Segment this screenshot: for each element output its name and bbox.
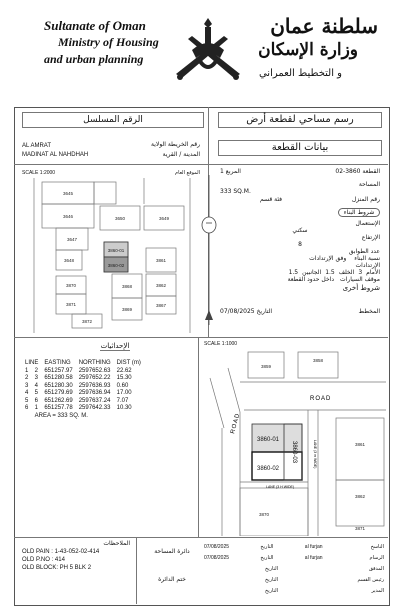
header-en-line2: Ministry of Housing	[58, 35, 159, 49]
lane-label: LANE (3 m WIDE)	[313, 440, 317, 469]
detail-plot-label: 3859	[260, 364, 272, 369]
header-ar-line2: وزارة الإسكان	[258, 40, 358, 60]
detail-plot-label: 3871	[354, 526, 366, 531]
coord-cell: 2597637.24	[78, 397, 111, 404]
lane-label: LANE (3 H WIDE)	[266, 485, 295, 489]
signoff-date	[204, 566, 240, 577]
coverage-label: نسبة البناء	[354, 255, 380, 262]
front-label: الأمام	[366, 269, 380, 276]
signoff-date-label: التاريخ	[265, 577, 278, 583]
coords-header-row	[22, 360, 144, 368]
header-en-line1: Sultanate of Oman	[44, 18, 146, 33]
header-ar-line3: و التخطيط العمراني	[258, 68, 342, 79]
front-value: 3	[358, 269, 363, 276]
signoff-name	[303, 577, 329, 588]
coord-cell: 651279.69	[44, 390, 73, 396]
location-plot-label: 3872	[81, 319, 93, 324]
location-plot-label: 3860-01	[107, 248, 125, 253]
coord-cell: 2597652.63	[78, 367, 111, 374]
notes-title: الملاحظات	[103, 540, 130, 547]
location-plot-label: 3869	[121, 307, 133, 312]
other-conditions-label: شروط أخرى	[342, 284, 380, 292]
setbacks-label: الإرتدادات	[355, 262, 380, 269]
notes-line2: OLD P.NO : 414	[22, 557, 65, 563]
survey-circle-label: دائرة المساحة	[154, 548, 190, 555]
back-label: الخلف	[338, 269, 355, 276]
location-plot-label: 3860-02	[107, 263, 125, 268]
height-label: الإرتفاع	[361, 234, 380, 241]
notes-line1: OLD PAIN : 1-43-052-02-414	[22, 549, 100, 555]
coord-cell: 6	[34, 397, 39, 404]
height-value: 8	[298, 241, 302, 248]
house-no-label: رقم المنزل	[351, 196, 380, 203]
coord-cell: 2	[34, 367, 39, 374]
signoff-row	[204, 577, 384, 588]
location-plot-label: 3871	[65, 302, 77, 307]
coord-cell: 5	[25, 397, 29, 404]
coord-cell: 7.07	[116, 397, 129, 404]
plot-no-label: القطعة	[362, 168, 380, 175]
coord-cell: 5	[34, 390, 39, 396]
road-label: ROAD	[310, 396, 332, 402]
coord-cell: 651262.69	[44, 397, 73, 404]
date-label: التاريخ	[256, 308, 273, 315]
coord-cell: 3	[25, 382, 29, 389]
location-plot-label: 3868	[121, 284, 133, 289]
village-label: المدينة / القرية	[162, 151, 200, 158]
area-value: 333 SQ.M.	[220, 188, 251, 195]
signoff-list	[204, 544, 384, 599]
divider	[14, 164, 388, 165]
signoff-name	[303, 588, 329, 599]
detail-plot-c-label: 3860-03	[291, 440, 297, 464]
signoff-role: رئيس القسم	[357, 577, 384, 583]
back-value: 1.5	[325, 269, 335, 276]
floors-label: عدد الطوابق	[348, 248, 380, 255]
plot-info-panel	[220, 168, 380, 338]
signoff-date	[204, 588, 240, 599]
coord-cell: 4	[34, 382, 39, 389]
coords-header: LINE	[25, 360, 39, 366]
coord-cell: 651257.97	[44, 367, 73, 374]
signoff-name: al furjan	[304, 555, 323, 561]
divider	[136, 537, 137, 604]
village-value: MADINAT AL NAHDHAH	[22, 152, 89, 158]
header-ar-line1: سلطنة عمان	[270, 14, 378, 38]
table-row	[22, 390, 144, 398]
divider	[14, 337, 388, 338]
coord-cell: 2597636.94	[78, 390, 111, 396]
coord-cell: 3	[34, 375, 39, 381]
location-plot-label: 3867	[155, 303, 167, 308]
location-plot-label: 3861	[155, 258, 167, 263]
coord-cell: 2597642.33	[78, 405, 111, 411]
signoff-date	[204, 577, 240, 588]
use-value: سكني	[292, 227, 308, 234]
header-en-line3: and urban planning	[44, 52, 144, 66]
detail-plot-a-label: 3860-01	[256, 437, 280, 443]
coord-cell: 17.00	[116, 390, 132, 396]
coverage-value: وفق الإرتدادات	[309, 255, 347, 262]
coord-cell: 651280.30	[44, 382, 73, 389]
coord-cell: 0.60	[116, 382, 129, 389]
coord-cell: 4	[25, 390, 29, 396]
block-label: المربع	[225, 168, 241, 175]
signoff-row	[204, 588, 384, 599]
signoff-date-label: التاريخ	[260, 544, 274, 550]
planner-label: المخطط	[358, 308, 380, 315]
plot-data-title: بيانات القطعة	[218, 140, 382, 156]
signoff-role: المدير	[371, 588, 384, 594]
location-plot-label: 3862	[155, 283, 167, 288]
signoff-row	[204, 544, 384, 555]
signoff-row	[204, 566, 384, 577]
coords-area: AREA = 333 SQ. M.	[34, 412, 88, 419]
notes-line3: OLD BLOCK: PH 5 BLK 2	[22, 565, 92, 571]
coord-cell: 2	[25, 375, 29, 381]
coord-cell: 2597652.22	[78, 375, 111, 381]
road-label: ROAD	[230, 412, 242, 435]
detail-map	[200, 348, 386, 536]
side-value: 1.5	[288, 269, 299, 276]
wilayat-value: AL AMRAT	[22, 143, 52, 149]
coord-cell: 6	[25, 405, 29, 411]
location-plot-label: 3647	[66, 237, 78, 242]
coord-cell: 1	[34, 405, 39, 411]
table-row	[22, 383, 144, 391]
location-plot-label: 3870	[65, 283, 77, 288]
coords-table	[22, 360, 144, 420]
date-value: 07/08/2025	[220, 308, 255, 315]
location-map	[20, 178, 206, 333]
location-plot-label: 3648	[63, 258, 75, 263]
divider	[14, 537, 388, 538]
location-map-scale: SCALE 1:2000	[22, 170, 56, 176]
coord-cell: 1	[25, 367, 29, 374]
signoff-date: 07/08/2025	[204, 555, 230, 561]
table-row	[22, 405, 144, 413]
signoff-role: المدقق	[368, 566, 384, 572]
seal-label: ختم الدائرة	[158, 576, 186, 583]
plot-no-value: 3860-02	[335, 168, 361, 175]
detail-map-scale: SCALE 1:1000	[204, 341, 238, 347]
location-plot-label: 3649	[158, 216, 170, 221]
coord-cell: 651257.78	[44, 405, 73, 411]
detail-plot-label: 3862	[354, 494, 366, 499]
north-arrow-icon	[200, 175, 218, 325]
table-row	[22, 368, 144, 376]
location-plot-label: 3650	[114, 216, 126, 221]
detail-plot-label: 3858	[312, 358, 324, 363]
signoff-date-label: التاريخ	[265, 566, 278, 572]
coords-header: EASTING	[44, 360, 71, 366]
oman-emblem-icon	[168, 14, 248, 84]
coord-cell: 2597636.93	[78, 382, 111, 389]
coord-cell: 651280.58	[44, 375, 73, 381]
coord-cell: 15.30	[116, 375, 132, 381]
table-row	[22, 375, 144, 383]
table-row	[22, 398, 144, 406]
block-value: 1	[220, 168, 224, 175]
signoff-date-label: التاريخ	[265, 588, 278, 594]
signoff-name: al furjan	[304, 544, 323, 550]
detail-plot-b-label: 3860-02	[256, 466, 280, 472]
divider	[198, 337, 199, 537]
use-label: الإستعمال	[355, 220, 380, 227]
parking-value: داخل حدود القطعة	[287, 276, 334, 283]
coords-header: DIST (m)	[116, 360, 141, 366]
signoff-row	[204, 555, 384, 566]
document-title: رسم مساحي لقطعة أرض	[218, 112, 382, 128]
parking-label: موقف السيارات	[340, 276, 380, 283]
signoff-date: 07/08/2025	[204, 544, 230, 550]
location-plot-label: 3645	[62, 191, 74, 196]
house-no-value: فئة قسم	[260, 196, 283, 203]
building-conditions-badge: شروط البناء	[338, 208, 380, 217]
detail-plot-label: 3870	[258, 512, 270, 517]
coords-title: الإحداثيات	[100, 342, 130, 350]
table-row	[22, 413, 144, 421]
signoff-role: الرسام	[369, 555, 384, 561]
signoff-date-label: التاريخ	[260, 555, 274, 561]
detail-plot-label: 3861	[354, 442, 366, 447]
signoff-role: الناسخ	[370, 544, 384, 550]
area-label: المساحة	[358, 181, 380, 188]
side-label: الجانبين	[302, 269, 322, 276]
wilayat-label: رقم الخريطة الولاية	[151, 141, 200, 148]
coord-cell: 10.30	[116, 405, 132, 411]
coord-cell: 22.62	[116, 367, 132, 374]
location-plot-label: 3646	[62, 214, 74, 219]
location-map-title: الموقع العام	[175, 170, 200, 176]
signoff-name	[303, 566, 329, 577]
serial-number-label: الرقم المسلسل	[22, 112, 204, 128]
coords-header: NORTHING	[78, 360, 111, 366]
